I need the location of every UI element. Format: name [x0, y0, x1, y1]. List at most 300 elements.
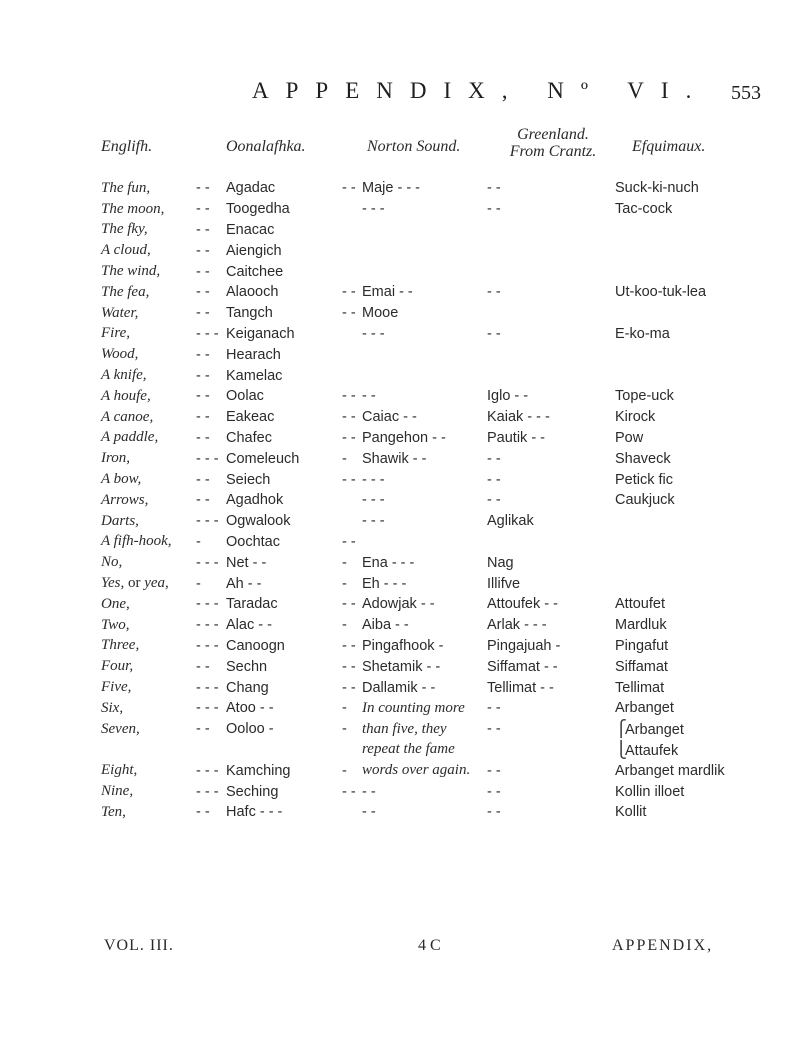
- english-leader: - -: [196, 346, 210, 363]
- greenland-word: [487, 261, 615, 282]
- norton-word: [362, 532, 487, 553]
- oonalashka-word: Agadac: [226, 180, 276, 197]
- english-word: [101, 386, 196, 407]
- english-conjunction: or: [127, 575, 141, 592]
- esquimaux-word-text: Caukjuck: [615, 492, 675, 509]
- column-header-english: Englifh.: [101, 138, 153, 155]
- oonalashka-leader: -: [342, 554, 347, 571]
- english-word: [101, 760, 196, 781]
- english-word: [101, 636, 196, 657]
- table-row: [0, 407, 800, 428]
- oonalashka-leader: - -: [342, 533, 356, 550]
- norton-counting-note: In counting more: [362, 699, 465, 716]
- oonalashka-word: Keiganach: [226, 325, 295, 342]
- english-word: [101, 303, 196, 324]
- page-footer: [0, 937, 800, 967]
- english-word-text: No,: [101, 554, 123, 571]
- english-word-text: Four,: [101, 658, 134, 675]
- greenland-word: [487, 220, 615, 241]
- english-word: [101, 719, 196, 740]
- greenland-word: - -: [487, 471, 501, 488]
- table-row: [0, 324, 800, 345]
- esquimaux-word: [615, 760, 800, 781]
- norton-counting-note: words over again.: [362, 762, 471, 779]
- english-leader: - - -: [196, 554, 219, 571]
- oonalashka-leader: - -: [342, 679, 356, 696]
- oonalashka-leader: [342, 344, 362, 365]
- english-word-text: A fifh-hook,: [101, 533, 172, 550]
- norton-word: Aiba - -: [362, 617, 409, 634]
- table-row: [0, 448, 800, 469]
- table-row: [0, 365, 800, 386]
- english-word: [101, 282, 196, 303]
- norton-word: - - -: [362, 201, 385, 218]
- oonalashka-leader: - -: [342, 637, 356, 654]
- page-number: 553: [731, 82, 761, 104]
- english-leader: - - -: [196, 450, 219, 467]
- greenland-word: - -: [487, 284, 501, 301]
- english-word: [101, 344, 196, 365]
- english-word: [101, 677, 196, 698]
- esquimaux-word-text: Tellimat: [615, 679, 665, 696]
- greenland-title: Greenland.: [517, 126, 589, 143]
- greenland-word: [487, 532, 615, 553]
- esquimaux-word-text: Ut-koo-tuk-lea: [615, 284, 707, 301]
- esquimaux-word-text: Mardluk: [615, 617, 667, 634]
- esquimaux-word-text: Kollin illoet: [615, 783, 685, 800]
- greenland-word: [487, 240, 615, 261]
- english-word-text: Three,: [101, 637, 140, 654]
- oonalashka-leader: [342, 199, 362, 220]
- esquimaux-word-text: Arbanget: [615, 700, 674, 717]
- english-word: [101, 407, 196, 428]
- english-word: [101, 615, 196, 636]
- table-row: [0, 615, 800, 636]
- oonalashka-leader: -: [342, 450, 347, 467]
- table-row: [0, 532, 800, 553]
- margin-cell: [0, 220, 101, 241]
- table-row: [0, 178, 800, 199]
- norton-word: - - -: [362, 492, 385, 509]
- esquimaux-word: [615, 656, 800, 677]
- english-word-text: A houfe,: [101, 387, 151, 404]
- greenland-word: Aglikak: [487, 513, 534, 530]
- english-word: [101, 469, 196, 490]
- oonalashka-leader: - -: [342, 471, 356, 488]
- esquimaux-word: [615, 615, 800, 636]
- esquimaux-word-text: Arbanget: [625, 722, 684, 739]
- norton-word: - -: [362, 783, 376, 800]
- table-row: [0, 261, 800, 282]
- margin-cell: [0, 656, 101, 677]
- english-leader: - -: [196, 367, 210, 384]
- oonalashka-leader: - -: [342, 388, 356, 405]
- norton-word: [362, 365, 487, 386]
- english-leader: -: [196, 575, 201, 592]
- norton-word: - -: [362, 388, 376, 405]
- oonalashka-word: Toogedha: [226, 201, 290, 218]
- esquimaux-word: [615, 365, 800, 386]
- esquimaux-word-text: Pingafut: [615, 637, 669, 654]
- table-row: [0, 656, 800, 677]
- greenland-word: Pingajuah -: [487, 637, 561, 654]
- oonalashka-leader: - -: [342, 658, 356, 675]
- table-row: [0, 719, 800, 740]
- oonalashka-leader: [342, 740, 362, 761]
- brace-mark: ⎧: [615, 721, 627, 739]
- signature-mark: 4 C: [418, 937, 441, 954]
- margin-cell: [0, 261, 101, 282]
- oonalashka-leader: - -: [342, 596, 356, 613]
- english-leader: - -: [196, 388, 210, 405]
- english-leader: - - -: [196, 700, 219, 717]
- oonalashka-leader: [342, 240, 362, 261]
- esquimaux-word: [615, 594, 800, 615]
- esquimaux-word: [615, 469, 800, 490]
- english-word-text: Water,: [101, 304, 139, 321]
- greenland-word: Illifve: [487, 575, 521, 592]
- column-header-norton-sound: Norton Sound.: [367, 138, 461, 155]
- english-word: [101, 656, 196, 677]
- english-word: [101, 428, 196, 449]
- margin-cell: [0, 802, 101, 823]
- margin-cell: [0, 240, 101, 261]
- table-row: [0, 220, 800, 241]
- esquimaux-word: [615, 324, 800, 345]
- greenland-source: From Crantz.: [509, 143, 597, 160]
- english-word-text: A cloud,: [101, 242, 151, 259]
- greenland-word: [487, 344, 615, 365]
- english-word-text: Arrows,: [101, 491, 149, 508]
- esquimaux-word-text: Kollit: [615, 804, 647, 821]
- english-word: [101, 740, 196, 761]
- oonalashka-word: Enacac: [226, 221, 275, 238]
- table-row: [0, 490, 800, 511]
- english-leader: - -: [196, 721, 210, 738]
- oonalashka-word: Oolac: [226, 388, 264, 405]
- english-word: [101, 802, 196, 823]
- table-row: [0, 636, 800, 657]
- esquimaux-word: [615, 511, 800, 532]
- esquimaux-word: [615, 220, 800, 241]
- margin-cell: [0, 490, 101, 511]
- norton-counting-note: repeat the fame: [362, 741, 455, 758]
- english-word-text: The fea,: [101, 283, 150, 300]
- english-leader: - - -: [196, 679, 219, 696]
- english-leader: - -: [196, 221, 210, 238]
- margin-cell: [0, 636, 101, 657]
- english-leader: -: [196, 533, 201, 550]
- esquimaux-word: [615, 573, 800, 594]
- english-word: [101, 781, 196, 802]
- greenland-word: - -: [487, 721, 501, 738]
- english-word-text: Eight,: [101, 762, 138, 779]
- margin-cell: [0, 365, 101, 386]
- table-row: [0, 594, 800, 615]
- english-word-text: The wind,: [101, 263, 161, 280]
- norton-word: - - -: [362, 513, 385, 530]
- norton-counting-note: than five, they: [362, 720, 447, 737]
- english-word-text: The fun,: [101, 179, 151, 196]
- esquimaux-word-text: Arbanget mardlik: [615, 762, 725, 779]
- table-row: [0, 469, 800, 490]
- oonalashka-leader: - -: [342, 409, 356, 426]
- greenland-word: [487, 365, 615, 386]
- norton-word: Pangehon - -: [362, 429, 446, 446]
- english-leader: - - -: [196, 617, 219, 634]
- table-row: [0, 802, 800, 823]
- greenland-word: Tellimat - -: [487, 679, 554, 696]
- english-word-text: Six,: [101, 699, 124, 716]
- oonalashka-leader: [342, 261, 362, 282]
- margin-cell: [0, 594, 101, 615]
- volume-label: VOL. III.: [104, 937, 174, 954]
- oonalashka-word: Alaooch: [226, 284, 279, 301]
- oonalashka-word: Chang: [226, 679, 269, 696]
- oonalashka-word: Kamching: [226, 762, 291, 779]
- english-word-text: Fire,: [101, 325, 131, 342]
- margin-cell: [0, 344, 101, 365]
- english-word-text: Seven,: [101, 720, 140, 737]
- norton-word: Ena - - -: [362, 554, 415, 571]
- english-leader: - -: [196, 242, 210, 259]
- esquimaux-word: [615, 802, 800, 823]
- table-row: [0, 677, 800, 698]
- esquimaux-word-text: Attaufek: [625, 742, 679, 759]
- oonalashka-leader: - -: [342, 429, 356, 446]
- oonalashka-leader: -: [342, 700, 347, 717]
- english-leader: [196, 740, 226, 761]
- esquimaux-word: [615, 698, 800, 719]
- oonalashka-word: Comeleuch: [226, 450, 300, 467]
- esquimaux-word: [615, 386, 800, 407]
- english-word: [101, 199, 196, 220]
- column-header-oonalashka: Oonalafhka.: [226, 138, 306, 155]
- oonalashka-word: Aiengich: [226, 242, 282, 259]
- greenland-word: - -: [487, 804, 501, 821]
- greenland-word: Kaiak - - -: [487, 409, 550, 426]
- english-word-alt: yea,: [144, 575, 169, 592]
- english-leader: - - -: [196, 637, 219, 654]
- norton-word: Eh - - -: [362, 575, 407, 592]
- english-leader: - -: [196, 180, 210, 197]
- oonalashka-word: Alac - -: [226, 617, 272, 634]
- english-word-text: Wood,: [101, 346, 139, 363]
- english-word: [101, 220, 196, 241]
- english-word-text: Yes,: [101, 575, 125, 592]
- margin-cell: [0, 781, 101, 802]
- norton-word: Pingafhook -: [362, 637, 444, 654]
- margin-cell: [0, 469, 101, 490]
- oonalashka-word: Sechn: [226, 658, 268, 675]
- esquimaux-word: [615, 282, 800, 303]
- margin-cell: [0, 573, 101, 594]
- esquimaux-word: [615, 344, 800, 365]
- norton-word: Emai - -: [362, 284, 413, 301]
- norton-word: [362, 261, 487, 282]
- table-row: [0, 760, 800, 781]
- oonalashka-word: Net - -: [226, 554, 267, 571]
- table-row: [0, 282, 800, 303]
- esquimaux-word: [615, 490, 800, 511]
- greenland-word: Arlak - - -: [487, 617, 547, 634]
- greenland-word: - -: [487, 180, 501, 197]
- english-word-text: A canoe,: [101, 408, 154, 425]
- esquimaux-word-text: Petick fic: [615, 471, 674, 488]
- table-row: [0, 303, 800, 324]
- table-row: [0, 740, 800, 761]
- margin-cell: [0, 324, 101, 345]
- english-word-text: Nine,: [101, 783, 134, 799]
- oonalashka-leader: [342, 511, 362, 532]
- oonalashka-leader: [342, 802, 362, 823]
- english-word-text: Darts,: [101, 512, 139, 529]
- esquimaux-word: [615, 532, 800, 553]
- oonalashka-word: Seiech: [226, 471, 271, 488]
- greenland-word: - -: [487, 492, 501, 509]
- oonalashka-leader: [342, 220, 362, 241]
- english-leader: - -: [196, 284, 210, 301]
- norton-word: [362, 240, 487, 261]
- english-leader: - - -: [196, 325, 219, 342]
- esquimaux-word: [615, 740, 800, 761]
- english-word-text: The moon,: [101, 200, 165, 217]
- column-header-esquimaux: Efquimaux.: [632, 138, 706, 155]
- oonalashka-leader: - -: [342, 284, 356, 301]
- english-word-text: Two,: [101, 616, 130, 633]
- table-row: [0, 344, 800, 365]
- margin-cell: [0, 407, 101, 428]
- english-word: [101, 573, 196, 594]
- table-row: [0, 698, 800, 719]
- english-word: [101, 511, 196, 532]
- english-word: [101, 552, 196, 573]
- english-leader: - -: [196, 658, 210, 675]
- oonalashka-word: Agadhok: [226, 492, 284, 509]
- esquimaux-word-text: E-ko-ma: [615, 325, 670, 342]
- table-row: [0, 511, 800, 532]
- english-word-text: The fky,: [101, 221, 148, 238]
- norton-word: - - -: [362, 471, 385, 488]
- table-row: [0, 781, 800, 802]
- oonalashka-leader: [342, 324, 362, 345]
- english-leader: - - -: [196, 596, 219, 613]
- margin-cell: [0, 386, 101, 407]
- esquimaux-word: [615, 303, 800, 324]
- esquimaux-word: [615, 407, 800, 428]
- esquimaux-word-text: Kirock: [615, 409, 656, 426]
- margin-cell: [0, 178, 101, 199]
- oonalashka-leader: [342, 490, 362, 511]
- oonalashka-word: Oochtac: [226, 533, 280, 550]
- english-leader: - - -: [196, 513, 219, 530]
- running-header: [0, 74, 800, 114]
- esquimaux-word-text: Pow: [615, 429, 644, 446]
- esquimaux-word: [615, 552, 800, 573]
- margin-cell: [0, 719, 101, 740]
- greenland-word: - -: [487, 325, 501, 342]
- oonalashka-word: Ooloo -: [226, 721, 274, 738]
- oonalashka-leader: -: [342, 762, 347, 779]
- esquimaux-word: [615, 448, 800, 469]
- english-leader: - -: [196, 492, 210, 509]
- table-row: [0, 552, 800, 573]
- english-leader: - -: [196, 409, 210, 426]
- esquimaux-word: [615, 719, 800, 740]
- norton-word: Dallamik - -: [362, 679, 436, 696]
- norton-word: Adowjak - -: [362, 596, 435, 613]
- oonalashka-word: Atoo - -: [226, 700, 274, 717]
- greenland-word: [487, 740, 615, 761]
- vocabulary-table: [0, 178, 800, 823]
- norton-word: Caiac - -: [362, 409, 417, 426]
- table-row: [0, 386, 800, 407]
- greenland-word: [487, 303, 615, 324]
- oonalashka-word: Seching: [226, 783, 279, 800]
- english-word-text: Iron,: [101, 450, 131, 467]
- english-word: [101, 490, 196, 511]
- english-leader: - -: [196, 305, 210, 322]
- margin-cell: [0, 282, 101, 303]
- esquimaux-word-text: Siffamat: [615, 658, 668, 675]
- english-word: [101, 698, 196, 719]
- table-row: [0, 573, 800, 594]
- oonalashka-word: Eakeac: [226, 409, 275, 426]
- oonalashka-leader: - -: [342, 180, 356, 197]
- oonalashka-word: Ah - -: [226, 575, 262, 592]
- english-word-text: A knife,: [101, 367, 147, 384]
- english-leader: - -: [196, 804, 210, 821]
- english-leader: - - -: [196, 762, 219, 779]
- english-leader: - - -: [196, 783, 219, 800]
- oonalashka-leader: -: [342, 617, 347, 634]
- english-word-text: A paddle,: [101, 429, 159, 446]
- english-word: [101, 448, 196, 469]
- greenland-word: Iglo - -: [487, 388, 529, 405]
- margin-cell: [0, 698, 101, 719]
- english-leader: - -: [196, 429, 210, 446]
- oonalashka-word: Caitchee: [226, 263, 284, 280]
- margin-cell: [0, 677, 101, 698]
- english-word: [101, 240, 196, 261]
- esquimaux-word: [615, 636, 800, 657]
- english-leader: - -: [196, 201, 210, 218]
- english-word: [101, 178, 196, 199]
- margin-cell: [0, 428, 101, 449]
- oonalashka-word: Chafec: [226, 429, 272, 446]
- english-word-text: Five,: [101, 679, 132, 696]
- esquimaux-word: [615, 677, 800, 698]
- margin-cell: [0, 303, 101, 324]
- oonalashka-word: [226, 740, 342, 761]
- oonalashka-leader: - -: [342, 305, 356, 322]
- oonalashka-word: Canoogn: [226, 637, 285, 654]
- oonalashka-word: Hafc - - -: [226, 804, 283, 821]
- esquimaux-word-text: Suck-ki-nuch: [615, 180, 699, 197]
- norton-word: Mooe: [362, 305, 399, 322]
- column-header-greenland: [498, 126, 608, 160]
- table-row: [0, 428, 800, 449]
- english-leader: - -: [196, 263, 210, 280]
- esquimaux-word-text: Attoufet: [615, 596, 665, 613]
- norton-word: [362, 220, 487, 241]
- english-word: [101, 365, 196, 386]
- esquimaux-word-text: Shaveck: [615, 450, 671, 467]
- margin-cell: [0, 552, 101, 573]
- greenland-word: - -: [487, 700, 501, 717]
- english-word-text: One,: [101, 595, 130, 612]
- greenland-word: Nag: [487, 554, 514, 571]
